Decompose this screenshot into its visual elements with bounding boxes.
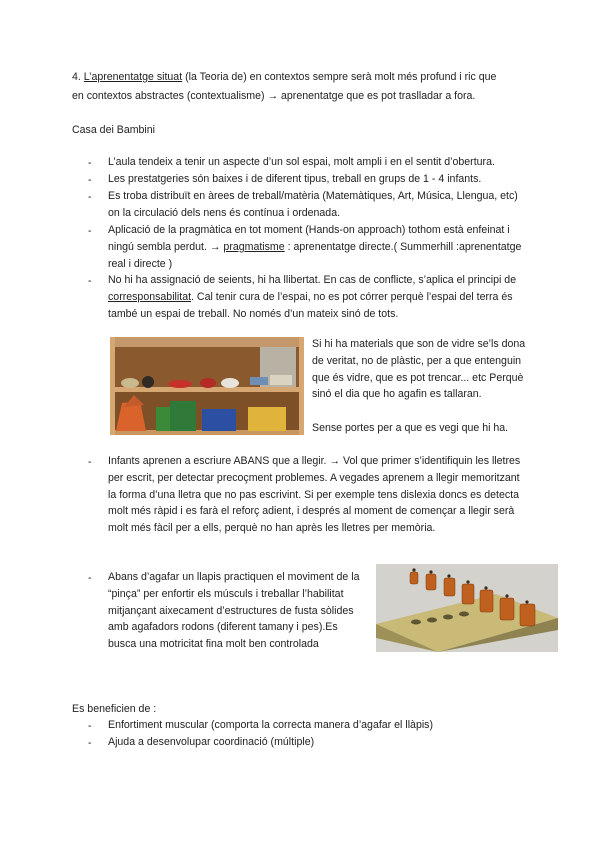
bullet-text: L’aula tendeix a tenir un aspecte d’un sol espai, molt ampli i en el sentit d’obertura. <box>108 156 495 168</box>
item-number: 4. <box>72 71 84 83</box>
bullet-text: Es troba distribuït en àrees de treball/matèria (Matemàtiques, Art, Música, Llengua, etc) on la circulació dels nens és contínua i ordenada. <box>108 190 518 219</box>
intro-text: (la Teoria de) en contextos sempre serà molt més profund i ric que <box>182 71 497 83</box>
bullet-text-writing: Infants aprenen a escriure ABANS que a llegir. → Vol que primer s’identifiquin les lletres per escrit, per detectar precoçment problemes. A vegades aprenem a llegir memoritzant la forma d’una lletra que no pas escrivint. Si per exemple tens dislexia doncs es detecta molt més ràpid i es farà el reforç adient, i després al moment de començar a llegir serà molt més fàcil per a ells, perquè no han après les lletres per memòria. <box>108 455 521 535</box>
benefit-item: Enfortiment muscular (comporta la correcta manera d’agafar el llàpis) <box>108 719 434 731</box>
bullet-marker: - <box>88 157 92 169</box>
pragmatism-term: pragmatisme <box>223 240 285 253</box>
bullet-marker: - <box>88 174 92 186</box>
doors-note: Sense portes per a que es vegi que hi ha. <box>312 422 509 434</box>
section-title: Casa dei Bambini <box>72 124 156 136</box>
intro-line-1 <box>72 70 496 84</box>
intro-term: L’aprenentatge situat <box>83 71 183 83</box>
classroom-shelf-photo <box>110 337 304 435</box>
bullet-marker: - <box>88 275 92 287</box>
bullet-marker: - <box>88 572 92 584</box>
bullet-text-pincer: Abans d’agafar un llapis practiquen el moviment de la “pinça” per enfortir els músculs i treballar l’habilitat mitjançant aixecament d’estructures de fusta sòlides amb agafadors rodons (diferent tamany i pes).Es busca una motricitat fina molt ben controlada <box>108 571 360 651</box>
benefit-item: Ajuda a desenvolupar coordinació (múltiple) <box>108 736 315 748</box>
benefits-title: Es beneficien de : <box>72 703 157 715</box>
bullet-text-responsibility: No hi ha assignació de seients, hi ha llibertat. En cas de conflicte, s’aplica el principi de corresponsabilitat. Cal tenir cura de l’espai, no es pot córrer perquè l’espai del terra és també un espai de treball. No només d’un mateix sinó de tots. <box>108 274 517 320</box>
cylinder-block-image <box>376 564 558 652</box>
bullet-text-pragmatism: Aplicació de la pragmàtica en tot moment (Hands-on approach) tothom està enfeinat i ningú sembla perdut. → pragmatisme : aprenentatge directe.( Summerhill :aprenentatge real i directe ) <box>108 224 522 270</box>
bullet-marker: - <box>88 225 92 237</box>
materials-note: Si hi ha materials que son de vidre se’ls dona de veritat, no de plàstic, per a que entenguin que és vidre, que es pot trencar... etc Perquè sinó el dia que ho agafin es tallaran. <box>312 338 526 401</box>
bullet-marker: - <box>88 456 92 468</box>
bullet-marker: - <box>88 720 92 732</box>
intro-line-2: en contextos abstractes (contextualisme) → aprenentatge que es pot traslladar a fora. <box>72 90 476 102</box>
bullet-marker: - <box>88 737 92 749</box>
bullet-text: Les prestatgeries són baixes i de diferent tipus, treball en grups de 1 - 4 infants. <box>108 173 482 185</box>
bullet-marker: - <box>88 191 92 203</box>
responsibility-term: corresponsabilitat <box>108 290 192 303</box>
